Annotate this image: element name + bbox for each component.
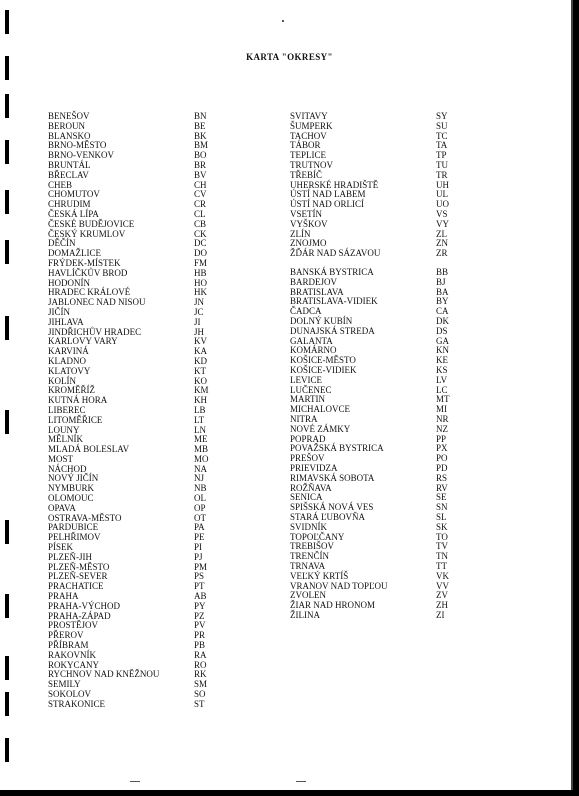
district-code: VS (436, 208, 448, 219)
district-code: BA (436, 286, 449, 297)
district-code: ZV (436, 590, 448, 601)
district-name: DOMAŽLICE (48, 248, 101, 259)
district-code: PD (436, 462, 448, 473)
district-name: BRATISLAVA-VIDIEK (290, 296, 378, 307)
district-name: SOKOLOV (48, 689, 92, 700)
district-code: TO (436, 531, 448, 542)
district-code: SU (436, 120, 448, 131)
district-code: SY (436, 111, 448, 121)
district-name: ŽIAR NAD HRONOM (290, 600, 375, 611)
district-name: NITRA (290, 413, 318, 424)
district-name: ŽĎÁR NAD SÁZAVOU (290, 248, 381, 259)
district-code: ZH (436, 600, 448, 611)
district-name: SVITAVY (290, 111, 328, 121)
district-code: VV (436, 580, 449, 591)
district-code: JI (194, 316, 201, 327)
scan-border-right (573, 0, 579, 796)
district-code: SL (436, 511, 447, 522)
district-code: OT (194, 512, 206, 523)
district-name: KUTNÁ HORA (48, 395, 108, 406)
district-name: BEROUN (48, 120, 86, 131)
district-code: HK (194, 287, 207, 298)
district-name: SENICA (290, 492, 323, 503)
district-name: VYŠKOV (290, 218, 328, 229)
district-code: TV (436, 541, 448, 552)
district-name: PRACHATICE (48, 581, 104, 592)
district-code: KT (194, 365, 206, 376)
district-code: KM (194, 385, 209, 396)
district-name: VRANOV NAD TOPĽOU (290, 580, 388, 591)
district-name: RIMAVSKÁ SOBOTA (290, 472, 375, 483)
district-name: SPIŠSKÁ NOVÁ VES (290, 502, 374, 513)
district-name: ČESKÁ LÍPA (48, 208, 99, 219)
district-name: BRNO-MĚSTO (48, 140, 107, 151)
district-name: KOŠICE-MĚSTO (290, 355, 356, 366)
district-name: MĚLNÍK (48, 434, 83, 445)
district-code: TR (436, 169, 448, 180)
district-code: CV (194, 189, 207, 200)
binding-mark (5, 240, 9, 264)
binding-mark (5, 190, 9, 214)
district-code: TP (436, 150, 447, 161)
district-name: MLADÁ BOLESLAV (48, 444, 130, 455)
district-name: OPAVA (48, 502, 76, 513)
district-code: LV (436, 374, 448, 385)
district-code: TC (436, 130, 448, 141)
district-code: SO (194, 689, 206, 700)
district-code: MT (436, 394, 450, 405)
district-name: CHEB (48, 179, 73, 190)
district-name: ÚSTÍ NAD LABEM (290, 189, 366, 200)
district-name: PŘEROV (48, 630, 84, 641)
district-code: DC (194, 238, 207, 249)
district-code: KE (436, 355, 448, 366)
district-name: MICHALOVCE (290, 404, 350, 415)
binding-mark (5, 520, 9, 544)
district-name: KARVINÁ (48, 346, 89, 357)
district-name: TOPOĽČANY (290, 531, 345, 542)
district-name: TREBIŠOV (290, 541, 335, 552)
district-name: NYMBURK (48, 483, 95, 494)
scan-speck (130, 781, 140, 782)
binding-mark (5, 10, 9, 34)
binding-mark (5, 94, 9, 118)
district-name: JIČÍN (48, 306, 70, 317)
district-code: BK (194, 130, 207, 141)
district-name: HAVLÍČKŮV BROD (48, 267, 128, 278)
district-name: PLZEŇ-JIH (48, 551, 92, 562)
district-name: VSETÍN (290, 208, 322, 219)
district-code: VY (436, 218, 449, 229)
district-code: JH (194, 326, 205, 337)
district-name: LITOMĚŘICE (48, 414, 103, 425)
district-name: KARLOVY VARY (48, 336, 118, 347)
district-name: MARTIN (290, 394, 325, 405)
district-name: BANSKÁ BYSTRICA (290, 267, 374, 277)
district-code: CB (194, 218, 207, 229)
district-name: STRAKONICE (48, 698, 106, 709)
district-code: PT (194, 581, 205, 592)
district-code: RV (436, 482, 448, 493)
district-name: KOŠICE-VIDIEK (290, 364, 357, 375)
district-name: ZNOJMO (290, 238, 327, 249)
district-name: BENEŠOV (48, 111, 90, 121)
district-code: BY (436, 296, 449, 307)
district-code: FM (194, 257, 208, 268)
scan-speck (296, 781, 306, 782)
district-name: PLZEŇ-MĚSTO (48, 561, 110, 572)
district-code: NJ (194, 473, 205, 484)
district-code: KO (194, 375, 207, 386)
district-name: BARDEJOV (290, 276, 338, 287)
district-name: HODONÍN (48, 277, 90, 288)
district-code: TU (436, 159, 448, 170)
district-code: KN (436, 345, 449, 356)
district-name: PROSTĚJOV (48, 620, 99, 631)
district-code: DO (194, 248, 207, 259)
district-name: VEĽKÝ KRTÍŠ (290, 570, 349, 581)
district-code: MO (194, 453, 209, 464)
district-name: LIBEREC (48, 404, 86, 415)
district-name: JINDŘICHŮV HRADEC (48, 326, 142, 337)
district-code: PE (194, 532, 205, 543)
district-name: ZLÍN (290, 228, 311, 239)
district-code: PX (436, 443, 448, 454)
district-name: PREŠOV (290, 453, 325, 464)
district-code: OL (194, 493, 206, 504)
district-code: RS (436, 472, 448, 483)
district-code: PR (194, 630, 206, 641)
district-code: KS (436, 364, 448, 375)
district-code: PP (436, 433, 447, 444)
scan-border-bottom (0, 790, 579, 796)
district-name: DOLNÝ KUBÍN (290, 315, 353, 326)
district-name: FRÝDEK-MÍSTEK (48, 257, 121, 268)
district-code: KA (194, 346, 207, 357)
district-code: MB (194, 444, 209, 455)
binding-mark (5, 738, 9, 762)
district-code: MI (436, 404, 447, 415)
district-name: OLOMOUC (48, 493, 94, 504)
district-name: KROMĚŘÍŽ (48, 385, 95, 396)
binding-mark (5, 140, 9, 164)
district-name: SEMILY (48, 679, 81, 690)
district-name: LOUNY (48, 424, 80, 435)
district-code: SN (436, 502, 448, 513)
district-code: UL (436, 189, 448, 200)
district-code: PZ (194, 610, 205, 621)
district-code: CL (194, 208, 206, 219)
district-code: NB (194, 483, 207, 494)
district-name: ROKYCANY (48, 659, 100, 670)
binding-mark (5, 410, 9, 434)
district-code: JC (194, 306, 204, 317)
district-name: HRADEC KRÁLOVÉ (48, 287, 131, 298)
district-code: RK (194, 669, 207, 680)
district-name: PRAHA-ZÁPAD (48, 610, 111, 621)
district-name: PELHŘIMOV (48, 532, 101, 543)
district-name: ČESKÝ KRUMLOV (48, 228, 126, 239)
district-code: SK (436, 521, 448, 532)
district-code: PY (194, 600, 206, 611)
district-code: VK (436, 570, 449, 581)
district-code: CH (194, 179, 207, 190)
district-name: TŘEBÍČ (290, 169, 323, 180)
district-name: BRUNTÁL (48, 159, 91, 170)
district-code: NZ (436, 423, 448, 434)
district-code: KD (194, 355, 207, 366)
district-code: CA (436, 306, 449, 317)
district-code: ZI (436, 609, 445, 620)
district-code: BM (194, 140, 209, 151)
district-code: BJ (436, 276, 446, 287)
district-name: TRUTNOV (290, 159, 333, 170)
district-name: CHRUDIM (48, 199, 91, 210)
district-code: BO (194, 150, 207, 161)
district-name: STARÁ ĽUBOVŇA (290, 511, 366, 522)
district-name: DĚČÍN (48, 238, 76, 249)
district-name: PÍSEK (48, 542, 74, 553)
district-code: UO (436, 199, 449, 210)
district-name: TACHOV (290, 130, 327, 141)
district-code: ZL (436, 228, 447, 239)
district-name: ROŽŇAVA (290, 482, 332, 493)
district-code: CR (194, 199, 207, 210)
district-name: TRNAVA (290, 560, 326, 571)
binding-mark (5, 656, 9, 680)
scan-speck (282, 20, 284, 22)
district-code: BB (436, 267, 449, 277)
district-name: NOVÉ ZÁMKY (290, 423, 351, 434)
district-code: KH (194, 395, 207, 406)
district-code: CK (194, 228, 207, 239)
district-name: CHOMUTOV (48, 189, 100, 200)
district-name: PRIEVIDZA (290, 462, 338, 473)
district-name: MOST (48, 453, 74, 464)
district-name: KOMÁRNO (290, 345, 337, 356)
district-name: SVIDNÍK (290, 521, 327, 532)
district-code: LT (194, 414, 205, 425)
district-name: PRAHA-VÝCHOD (48, 600, 121, 611)
district-name: POVAŽSKÁ BYSTRICA (290, 443, 384, 454)
district-name: TEPLICE (290, 150, 326, 161)
district-code: LB (194, 404, 206, 415)
district-code: PJ (194, 551, 203, 562)
district-name: POPRAD (290, 433, 326, 444)
district-code: NR (436, 413, 449, 424)
district-code: ZR (436, 248, 448, 259)
district-code: PI (194, 542, 203, 553)
district-name: NOVÝ JIČÍN (48, 473, 99, 484)
district-code: KV (194, 336, 207, 347)
district-name: PARDUBICE (48, 522, 99, 533)
district-name: GALANTA (290, 335, 333, 346)
binding-mark (5, 692, 9, 716)
district-name: LUČENEC (290, 384, 332, 395)
district-name: KOLÍN (48, 375, 76, 386)
district-code: UH (436, 179, 449, 190)
district-name: PLZEŇ-SEVER (48, 571, 108, 582)
district-name: OSTRAVA-MĚSTO (48, 512, 122, 523)
district-code: ZN (436, 238, 448, 249)
district-code: ME (194, 434, 208, 445)
district-code: OP (194, 502, 206, 513)
district-code: SE (436, 492, 447, 503)
district-name: ZVOLEN (290, 590, 326, 601)
district-code: BN (194, 111, 207, 121)
district-name: JIHLAVA (48, 316, 84, 327)
district-name: KLADNO (48, 355, 86, 366)
district-name: ČESKÉ BUDĚJOVICE (48, 218, 135, 229)
district-code: NA (194, 463, 207, 474)
district-code: HO (194, 277, 207, 288)
district-code: TT (436, 560, 447, 571)
district-name: RAKOVNÍK (48, 649, 96, 660)
district-code: LN (194, 424, 206, 435)
district-code: LC (436, 384, 448, 395)
district-name: BŘECLAV (48, 169, 89, 180)
district-name: KLATOVY (48, 365, 91, 376)
district-code: GA (436, 335, 449, 346)
district-name: NÁCHOD (48, 463, 87, 474)
district-name: ÚSTÍ NAD ORLICÍ (290, 199, 364, 210)
district-code: PV (194, 620, 206, 631)
district-code: ST (194, 698, 205, 709)
district-name: TRENČÍN (290, 551, 329, 562)
district-code: DK (436, 315, 449, 326)
district-name: LEVICE (290, 374, 322, 385)
district-name: ČADCA (290, 306, 322, 317)
district-code: RO (194, 659, 207, 670)
district-name: ŽILINA (290, 609, 320, 620)
district-code: PO (436, 453, 448, 464)
district-code: SM (194, 679, 208, 690)
district-code: PB (194, 640, 206, 651)
district-name: JABLONEC NAD NISOU (48, 297, 146, 308)
district-code: PM (194, 561, 208, 572)
district-code: HB (194, 267, 207, 278)
district-code: TA (436, 140, 448, 151)
district-name: BRNO-VENKOV (48, 150, 114, 161)
district-code: PA (194, 522, 205, 533)
district-name: BLANSKO (48, 130, 91, 141)
district-code: BV (194, 169, 207, 180)
district-name: PRAHA (48, 591, 79, 602)
district-code: RA (194, 649, 207, 660)
district-name: ŠUMPERK (290, 120, 333, 131)
scan-border-right-shadow (571, 0, 573, 796)
district-code: BR (194, 159, 207, 170)
binding-mark (5, 316, 9, 340)
district-code: TN (436, 551, 448, 562)
district-name: DUNAJSKÁ STREDA (290, 325, 375, 336)
district-name: UHERSKÉ HRADIŠTĚ (290, 179, 379, 190)
district-name: TÁBOR (290, 140, 321, 151)
district-code: BE (194, 120, 206, 131)
district-name: BRATISLAVA (290, 286, 344, 297)
district-code: PS (194, 571, 205, 582)
district-code: DS (436, 325, 448, 336)
district-name: PŘÍBRAM (48, 640, 89, 651)
district-code: AB (194, 591, 207, 602)
district-code: JN (194, 297, 205, 308)
binding-mark (5, 594, 9, 618)
page-title: KARTA "OKRESY" (246, 52, 333, 62)
district-name: RYCHNOV NAD KNĚŽNOU (48, 669, 160, 680)
